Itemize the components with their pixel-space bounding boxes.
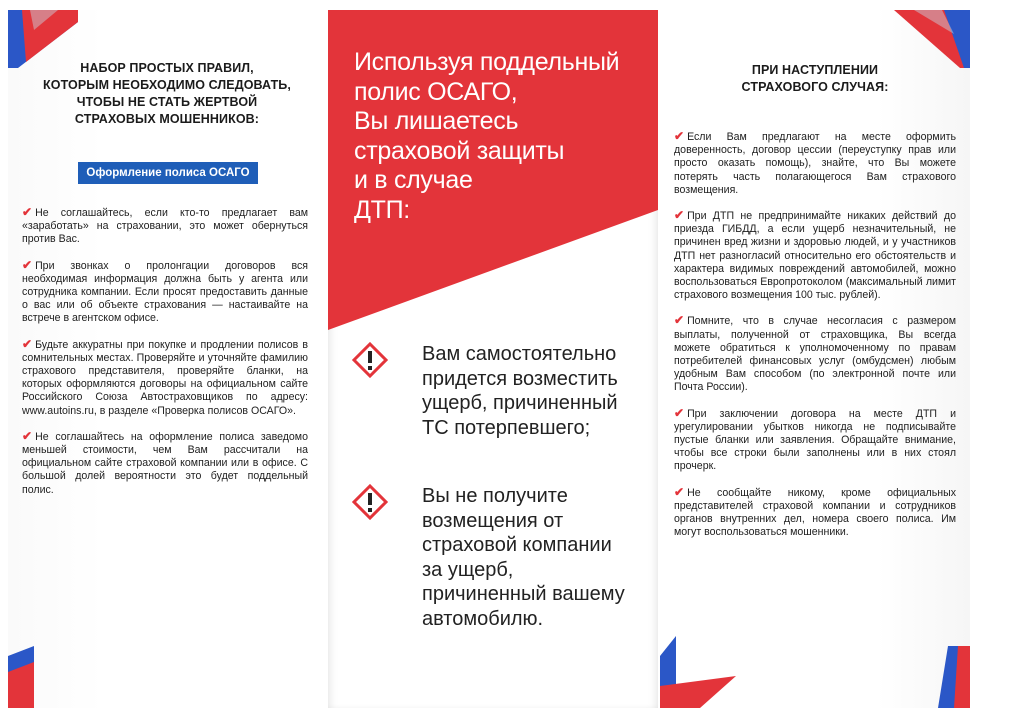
left-heading: НАБОР ПРОСТЫХ ПРАВИЛ, КОТОРЫМ НЕОБХОДИМО СЛЕДОВАТЬ, ЧТОБЫ НЕ СТАТЬ ЖЕРТВОЙ СТРАХОВЫХ МОШЕННИКОВ: <box>43 61 291 126</box>
list-item: ✔ Если Вам предлагают на месте оформить доверенность, договор цессии (переуступку прав или просто оказать помощь), знайте, что Вы можете потерять часть полагающегося Вам страхового возмещения. <box>674 129 956 196</box>
list-item: ✔ Будьте аккуратны при покупке и продлении полисов в сомнительных местах. Проверяйте и уточняйте фамилию страхового представителя, проверяйте бланки, на которых оформляются договоры на официальном сайте Российского Союза Автостраховщиков по адресу: www.autoins.ru, в разделе «Проверка полисов ОСАГО». <box>22 336 308 417</box>
left-panel <box>8 10 326 708</box>
flag-bottom-left-decoration <box>8 646 68 708</box>
middle-heading: Используя поддельный полис ОСАГО, Вы лишаетесь страховой защиты и в случае ДТП: <box>354 48 620 224</box>
checkmark-icon: ✔ <box>674 208 685 223</box>
list-item: ✔ Не сообщайте никому, кроме официальных представителей страховой компании и сотрудников органов внутренних дел, номера своего полиса. Им могут воспользоваться мошенники. <box>674 484 956 539</box>
checkmark-icon: ✔ <box>22 428 33 443</box>
flag-top-right-decoration <box>894 10 970 70</box>
right-tips-list <box>674 130 956 551</box>
checkmark-icon: ✔ <box>22 257 33 272</box>
warning-text-2: Вы не получите возмещения от страховой компании за ущерб, причиненный вашему автомобилю. <box>422 485 625 630</box>
list-item: ✔ При ДТП не предпринимайте никаких действий до приезда ГИБДД, а если ущерб незначительный, не причинен вред жизни и здоровью людей, и у участников ДТП нет разногласий относительно его обстоятельств и характера видимых повреждений автомобилей, можно воспользоваться Европротоколом (максимальный лимит страхового возмещения 100 тыс. рублей). <box>674 208 956 302</box>
middle-panel <box>328 10 658 708</box>
checkmark-icon: ✔ <box>22 205 33 219</box>
checkmark-icon: ✔ <box>674 484 685 499</box>
right-panel <box>660 10 970 708</box>
list-item: ✔ При звонках о пролонгации договоров вся необходимая информация должна быть у агента или сотрудника компании. Если просят предоставить данные о вас или об объекте страхования — настаивайте на встрече в агентском офисе. <box>22 257 308 325</box>
list-item: ✔ Помните, что в случае несогласия с размером выплаты, полученной от страховщика, Вы всегда можете обратиться к уполномоченному по правам потребителей финансовых услуг (омбудсмен) любым удобным Вам способом (по электронной почте или Почта России). <box>674 313 956 394</box>
right-heading: ПРИ НАСТУПЛЕНИИ СТРАХОВОГО СЛУЧАЯ: <box>741 63 889 94</box>
checkmark-icon: ✔ <box>22 336 33 351</box>
flag-bottom-right-decoration <box>938 646 970 708</box>
flag-bottom-left-decoration <box>660 636 740 708</box>
warning-diamond-icon <box>352 484 388 520</box>
checkmark-icon: ✔ <box>674 313 685 328</box>
osago-section-tag: Оформление полиса ОСАГО <box>78 162 258 184</box>
warning-diamond-icon <box>352 342 388 378</box>
list-item: ✔ Не соглашайтесь на оформление полиса заведомо меньшей стоимости, чем Вам рассчитали на официальном сайте страховой компании или в офисе. С большой долей вероятности это будет поддельный полис. <box>22 428 308 496</box>
left-tips-list <box>22 206 308 509</box>
list-item: ✔ Не соглашайтесь, если кто-то предлагает вам «заработать» на страховании, это может обернуться против Вас. <box>22 205 308 246</box>
checkmark-icon: ✔ <box>674 129 685 143</box>
checkmark-icon: ✔ <box>674 405 685 420</box>
warning-text-1: Вам самостоятельно придется возместить ущерб, причиненный ТС потерпевшего; <box>422 343 618 439</box>
list-item: ✔ При заключении договора на месте ДТП и урегулировании убытков никогда не подписывайте пустые бланки или заявления. Обращайте внимание, чтобы все строки были заполнены или в них стоял прочерк. <box>674 405 956 473</box>
